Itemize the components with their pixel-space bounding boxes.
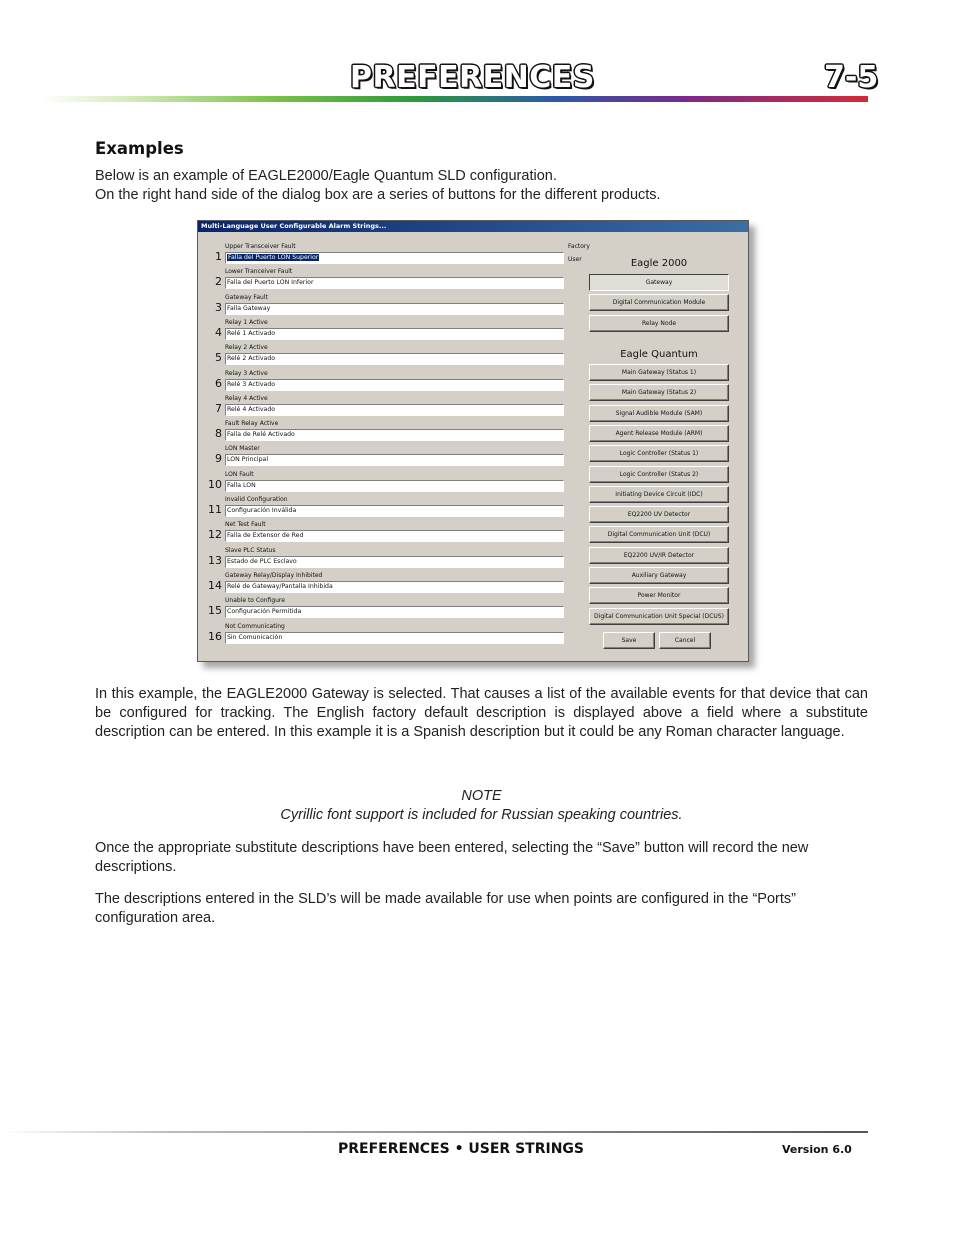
alarm-strings-dialog: [197, 220, 749, 662]
string-row: [206, 597, 566, 622]
row-number: 10: [208, 477, 222, 491]
user-description-field[interactable]: [225, 277, 564, 289]
eagle-quantum-product-button[interactable]: EQ2200 UV/IR Detector: [589, 547, 729, 564]
field-text: Estado de PLC Esclavo: [227, 557, 297, 565]
user-description-field[interactable]: [225, 353, 564, 365]
body-paragraph-1: In this example, the EAGLE2000 Gateway is selected. That causes a list of the available events for that device that can be configured for tracking. The English factory default description is displayed above a field where a substitute description can be entered. In this example it is a Spanish description but it could be any Roman character language.: [95, 686, 868, 740]
field-text: Configuración Permitida: [227, 608, 302, 616]
user-description-field[interactable]: [225, 454, 564, 466]
factory-description: Not Communicating: [225, 622, 285, 630]
string-row: [206, 547, 566, 572]
user-description-field[interactable]: [225, 404, 564, 416]
user-description-field[interactable]: [225, 632, 564, 644]
user-description-field[interactable]: [225, 606, 564, 618]
field-text: Configuración Inválida: [227, 507, 297, 514]
string-row: [206, 445, 566, 470]
footer-rule: [0, 1131, 868, 1133]
row-number: 7: [215, 401, 222, 415]
string-row: [206, 370, 566, 395]
eagle-quantum-product-button[interactable]: Initiating Device Circuit (IDC): [589, 486, 729, 503]
factory-description: LON Fault: [225, 470, 254, 478]
factory-description: Fault Relay Active: [225, 420, 279, 428]
field-text: Relé 1 Activado: [227, 329, 276, 337]
field-text: Relé 3 Activado: [227, 380, 276, 388]
eagle2000-product-button[interactable]: Gateway: [589, 274, 729, 291]
field-text: LON Principal: [227, 456, 269, 464]
page-number: 7-5: [824, 60, 879, 95]
eagle2000-group-title: Eagle 2000: [630, 258, 688, 269]
eagle-quantum-product-button[interactable]: Digital Communication Unit (DCU): [589, 526, 729, 543]
field-text: Falla LON: [227, 481, 256, 489]
note-text: Cyrillic font support is included for Russian speaking countries.: [280, 807, 683, 823]
user-description-field[interactable]: [225, 252, 564, 264]
row-number: 1: [215, 250, 222, 263]
string-row: [206, 344, 566, 369]
eagle-quantum-product-button[interactable]: Main Gateway (Status 1): [589, 364, 729, 381]
eagle-quantum-product-button[interactable]: EQ2200 UV Detector: [589, 506, 729, 523]
user-description-field[interactable]: [225, 303, 564, 315]
eagle-quantum-product-button[interactable]: Power Monitor: [589, 587, 729, 604]
header-gradient-bar: [40, 96, 868, 102]
row-number: 6: [215, 376, 222, 390]
factory-description: Relay 1 Active: [225, 318, 268, 326]
field-text: Falla de Extensor de Red: [227, 532, 304, 540]
user-description-field[interactable]: [225, 429, 564, 441]
string-row: [206, 395, 566, 420]
string-row: [206, 623, 566, 648]
factory-description: Unable to Configure: [225, 597, 285, 605]
user-description-field[interactable]: [225, 328, 564, 340]
factory-description: Invalid Configuration: [225, 496, 288, 503]
field-text: Sin Comunicación: [227, 633, 283, 641]
factory-description: Lower Tranceiver Fault: [225, 268, 293, 276]
dialog-title-bar: Multi-Language User Configurable Alarm Strings...: [198, 221, 748, 232]
user-description-field[interactable]: [225, 581, 564, 593]
eagle2000-product-button[interactable]: Digital Communication Module: [589, 294, 729, 311]
field-text: Relé 4 Activado: [227, 405, 276, 413]
string-row: [206, 243, 566, 268]
selected-text: Falla del Puerto LON Superior: [228, 254, 319, 261]
string-row: [206, 471, 566, 496]
field-text: Falla Gateway: [227, 304, 271, 312]
section-heading: Examples: [95, 139, 184, 158]
row-number: 12: [208, 528, 222, 542]
string-row: [206, 521, 566, 546]
cancel-button[interactable]: Cancel: [659, 632, 711, 649]
string-row: [206, 420, 566, 445]
row-number: 16: [208, 629, 222, 643]
row-number: 13: [208, 553, 222, 567]
string-row: [206, 294, 566, 319]
eagle-quantum-product-button[interactable]: Main Gateway (Status 2): [589, 384, 729, 401]
factory-description: LON Master: [225, 445, 260, 453]
string-row: [206, 268, 566, 293]
intro-line-2: On the right hand side of the dialog box are a series of buttons for the different products.: [95, 187, 661, 203]
factory-description: Relay 3 Active: [225, 369, 268, 377]
factory-description: Relay 4 Active: [225, 394, 268, 402]
eagle-quantum-product-button[interactable]: Signal Audible Module (SAM): [589, 405, 729, 422]
footer-section-label: PREFERENCES • USER STRINGS: [338, 1141, 584, 1157]
factory-description: Upper Transceiver Fault: [225, 243, 296, 250]
body-paragraph-2: Once the appropriate substitute descriptions have been entered, selecting the “Save” button will record the new descriptions.: [95, 840, 809, 875]
factory-label: Factory: [568, 243, 590, 250]
row-number: 5: [215, 351, 222, 365]
factory-description: Gateway Relay/Display Inhibited: [225, 571, 323, 579]
row-number: 14: [208, 578, 222, 592]
user-description-field[interactable]: [225, 480, 564, 492]
factory-description: Gateway Fault: [225, 293, 268, 301]
eagle-quantum-product-button[interactable]: Digital Communication Unit Special (DCUS): [589, 608, 729, 625]
string-row: [206, 319, 566, 344]
user-description-field[interactable]: [225, 530, 564, 542]
string-row: [206, 496, 566, 521]
field-text: Relé 2 Activado: [227, 355, 276, 363]
row-number: 9: [215, 452, 222, 466]
intro-line-1: Below is an example of EAGLE2000/Eagle Quantum SLD configuration.: [95, 168, 557, 184]
eagle-quantum-group-title: Eagle Quantum: [620, 349, 698, 360]
eagle-quantum-product-button[interactable]: Agent Release Module (ARM): [589, 425, 729, 442]
row-number: 2: [215, 275, 222, 289]
field-text: Relé de Gateway/Pantalla Inhibida: [227, 582, 333, 590]
row-number: 8: [215, 427, 222, 441]
factory-description: Relay 2 Active: [225, 344, 268, 352]
field-text: Falla de Relé Activado: [227, 431, 295, 439]
eagle-quantum-product-button[interactable]: Logic Controller (Status 2): [589, 466, 729, 483]
eagle-quantum-product-button[interactable]: Logic Controller (Status 1): [589, 445, 729, 462]
save-button[interactable]: Save: [603, 632, 655, 649]
eagle2000-product-button[interactable]: Relay Node: [589, 315, 729, 332]
row-number: 3: [215, 300, 222, 314]
user-description-field[interactable]: [225, 505, 564, 517]
field-text: Falla del Puerto LON Inferior: [227, 279, 314, 287]
user-label: User: [568, 256, 582, 263]
user-description-field[interactable]: [225, 556, 564, 568]
row-number: 11: [208, 503, 222, 516]
page-title: PREFERENCES: [350, 60, 595, 95]
string-row: [206, 572, 566, 597]
body-paragraph-3: The descriptions entered in the SLD’s will be made available for use when points are configured in the “Ports” configuration area.: [95, 891, 796, 926]
factory-description: Slave PLC Status: [225, 546, 276, 554]
factory-description: Net Test Fault: [225, 521, 266, 529]
row-number: 15: [208, 604, 222, 618]
eagle-quantum-product-button[interactable]: Auxiliary Gateway: [589, 567, 729, 584]
footer-version: Version 6.0: [782, 1143, 852, 1156]
note-title: NOTE: [461, 788, 502, 804]
user-description-field[interactable]: [225, 379, 564, 391]
row-number: 4: [215, 325, 222, 339]
